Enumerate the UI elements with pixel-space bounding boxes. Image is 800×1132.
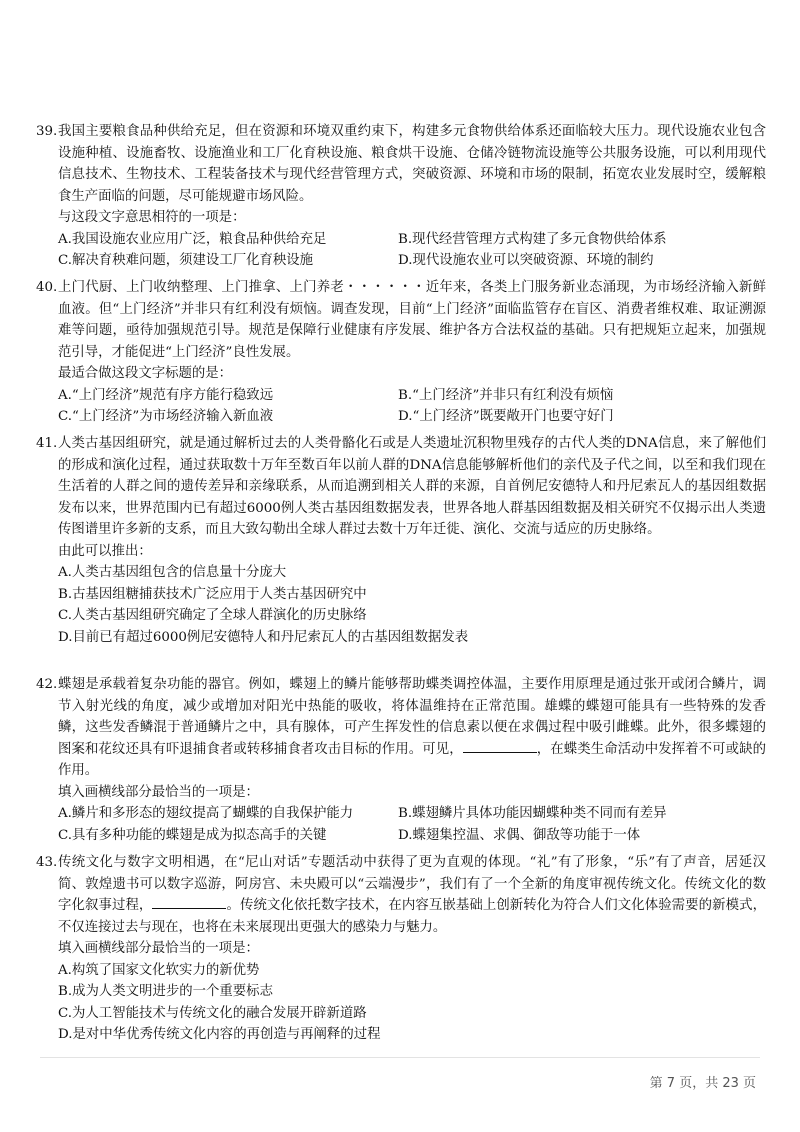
options-list	[58, 803, 766, 846]
question-39	[36, 121, 766, 272]
question-prompt: 填入画横线部分最恰当的一项是：	[58, 941, 259, 956]
option-d[interactable]: D.蝶翅集控温、求偶、御敌等功能于一体	[398, 827, 641, 843]
question-number: 43.	[36, 855, 58, 870]
options-list	[58, 385, 766, 428]
question-number: 39.	[36, 124, 58, 139]
page-number: 第 7 页，共 23 页	[649, 1076, 756, 1091]
question-stem	[58, 674, 766, 782]
footer-divider	[40, 1057, 760, 1058]
question-number: 41.	[36, 436, 58, 451]
fill-blank	[152, 896, 226, 909]
question-43	[36, 852, 766, 1046]
question-stem: 人类古基因组研究，就是通过解析过去的人类骨骼化石或是人类遗址沉积物里残存的古代人类的DNA信息，来了解他们的形成和演化过程，通过获取数十万年至数百年以前人群的DNA信息能够解析他们的亲代及子代之间，以至和我们现在生活着的人群之间的遗传差异和亲缘联系，从而追溯到相关人群的来源，自首例尼安德特人和丹尼索瓦人的基因组数据发布以来，世界范围内已有超过6000例人类古基因组数据发表，世界各地人群基因组数据及相关研究不仅揭示出人类遗传图谱里许多新的支系，而且大致勾勒出全球人群过去数十万年迁徙、演化、交流与适应的历史脉络。	[58, 436, 766, 537]
option-a[interactable]: A.我国设施农业应用广泛，粮食品种供给充足	[58, 231, 327, 247]
stem-after-blank: 。传统文化依托数字技术，在内容互嵌基础上创新转化为符合人们文化体验需要的新模式，不仅连接过去与现在，也将在未来展现出更强大的感染力与魅力。	[58, 898, 767, 935]
option-b[interactable]: B.成为人类文明进步的一个重要标志	[58, 984, 273, 999]
option-b[interactable]: B.“上门经济”并非只有红利没有烦恼	[398, 387, 614, 403]
option-c[interactable]: C.“上门经济”为市场经济输入新血液	[58, 409, 274, 424]
question-number: 40.	[36, 280, 58, 295]
option-c[interactable]: C.为人工智能技术与传统文化的融合发展开辟新道路	[58, 1005, 367, 1021]
options-list	[58, 229, 766, 272]
question-stem: 上门代厨、上门收纳整理、上门推拿、上门养老・・・・・・近年来，各类上门服务新业态涌现，为市场经济输入新鲜血液。但“上门经济”并非只有红利没有烦恼。调查发现，目前“上门经济”面临监管存在盲区、消费者维权难、取证溯源难等问题，亟待加强规范引导。规范是保障行业健康有序发展、维护各方合法权益的基础。只有把规矩立起来，加强规范引导，才能促进“上门经济”良性发展。	[58, 280, 766, 360]
question-stem	[58, 852, 766, 938]
question-40	[36, 277, 766, 428]
fill-blank	[463, 740, 537, 753]
option-b[interactable]: B.现代经营管理方式构建了多元食物供给体系	[398, 231, 667, 247]
question-number: 42.	[36, 677, 58, 692]
option-d[interactable]: D.“上门经济”既要敞开门也要守好门	[398, 409, 614, 424]
stem-after-blank: ，在蝶类生命活动中发挥着不可或缺的作用。	[58, 741, 767, 778]
option-a[interactable]: A.“上门经济”规范有序方能行稳致远	[58, 387, 274, 403]
option-c[interactable]: C.解决育秧难问题，须建设工厂化育秧设施	[58, 253, 314, 268]
option-d[interactable]: D.是对中华优秀传统文化内容的再创造与再阐释的过程	[58, 1027, 381, 1042]
option-a[interactable]: A.构筑了国家文化软实力的新优势	[58, 962, 260, 978]
question-prompt: 最适合做这段文字标题的是：	[58, 366, 233, 381]
option-a[interactable]: A.鳞片和多形态的翅纹提高了蝴蝶的自我保护能力	[58, 806, 354, 821]
stem-before-blank: 蝶翅是承载着复杂功能的器官。例如，蝶翅上的鳞片能够帮助蝶类调控体温，主要作用原理是通过张开或闭合鳞片，调节入射光线的角度，减少或增加对阳光中热能的吸收，将体温维持在正常范围。雄蝶的蝶翅可能具有一些特殊的发香鳞，这些发香鳞混于普通鳞片之中，具有腺体，可产生挥发性的信息素以便在求偶过程中吸引雌蝶。此外，很多蝶翅的图案和花纹还具有吓退捕食者或转移捕食者攻击目标的作用。可见，	[58, 677, 766, 757]
option-d[interactable]: D.现代设施农业可以突破资源、环境的制约	[398, 253, 654, 268]
option-b[interactable]: B.古基因组糖捕获技术广泛应用于人类古基因研究中	[58, 586, 367, 602]
option-b[interactable]: B.蝶翅鳞片具体功能因蝴蝶种类不同而有差异	[398, 806, 667, 821]
option-a[interactable]: A.人类古基因组包含的信息量十分庞大	[58, 565, 287, 580]
question-prompt: 填入画横线部分最恰当的一项是：	[58, 784, 259, 800]
question-prompt: 与这段文字意思相符的一项是：	[58, 210, 246, 225]
option-c[interactable]: C.人类古基因组研究确定了全球人群演化的历史脉络	[58, 608, 367, 623]
question-42	[36, 674, 766, 846]
stem-before-blank: 传统文化与数字文明相遇，在“尼山对话”专题活动中获得了更为直观的体现。“礼”有了形象，“乐”有了声音，居延汉简、敦煌遗书可以数字巡游，阿房宫、未央殿可以“云端漫步”，我们有了一个全新的角度审视传统文化。传统文化的数字化叙事过程，	[58, 855, 766, 913]
options-list	[58, 960, 766, 1046]
option-d[interactable]: D.目前已有超过6000例尼安德特人和丹尼索瓦人的古基因组数据发表	[58, 629, 469, 645]
question-prompt: 由此可以推出：	[58, 543, 152, 559]
question-stem: 我国主要粮食品种供给充足，但在资源和环境双重约束下，构建多元食物供给体系还面临较大压力。现代设施农业包含设施种植、设施畜牧、设施渔业和工厂化育秧设施、粮食烘干设施、仓储冷链物流设施等公共服务设施，可以利用现代信息技术、生物技术、工程装备技术与现代经营管理方式，突破资源、环境和市场的限制，拓宽农业发展时空，缓解粮食生产面临的问题，尽可能规避市场风险。	[58, 124, 766, 204]
question-41	[36, 433, 766, 648]
options-list	[58, 562, 766, 648]
option-c[interactable]: C.具有多种功能的蝶翅是成为拟态高手的关键	[58, 827, 327, 843]
